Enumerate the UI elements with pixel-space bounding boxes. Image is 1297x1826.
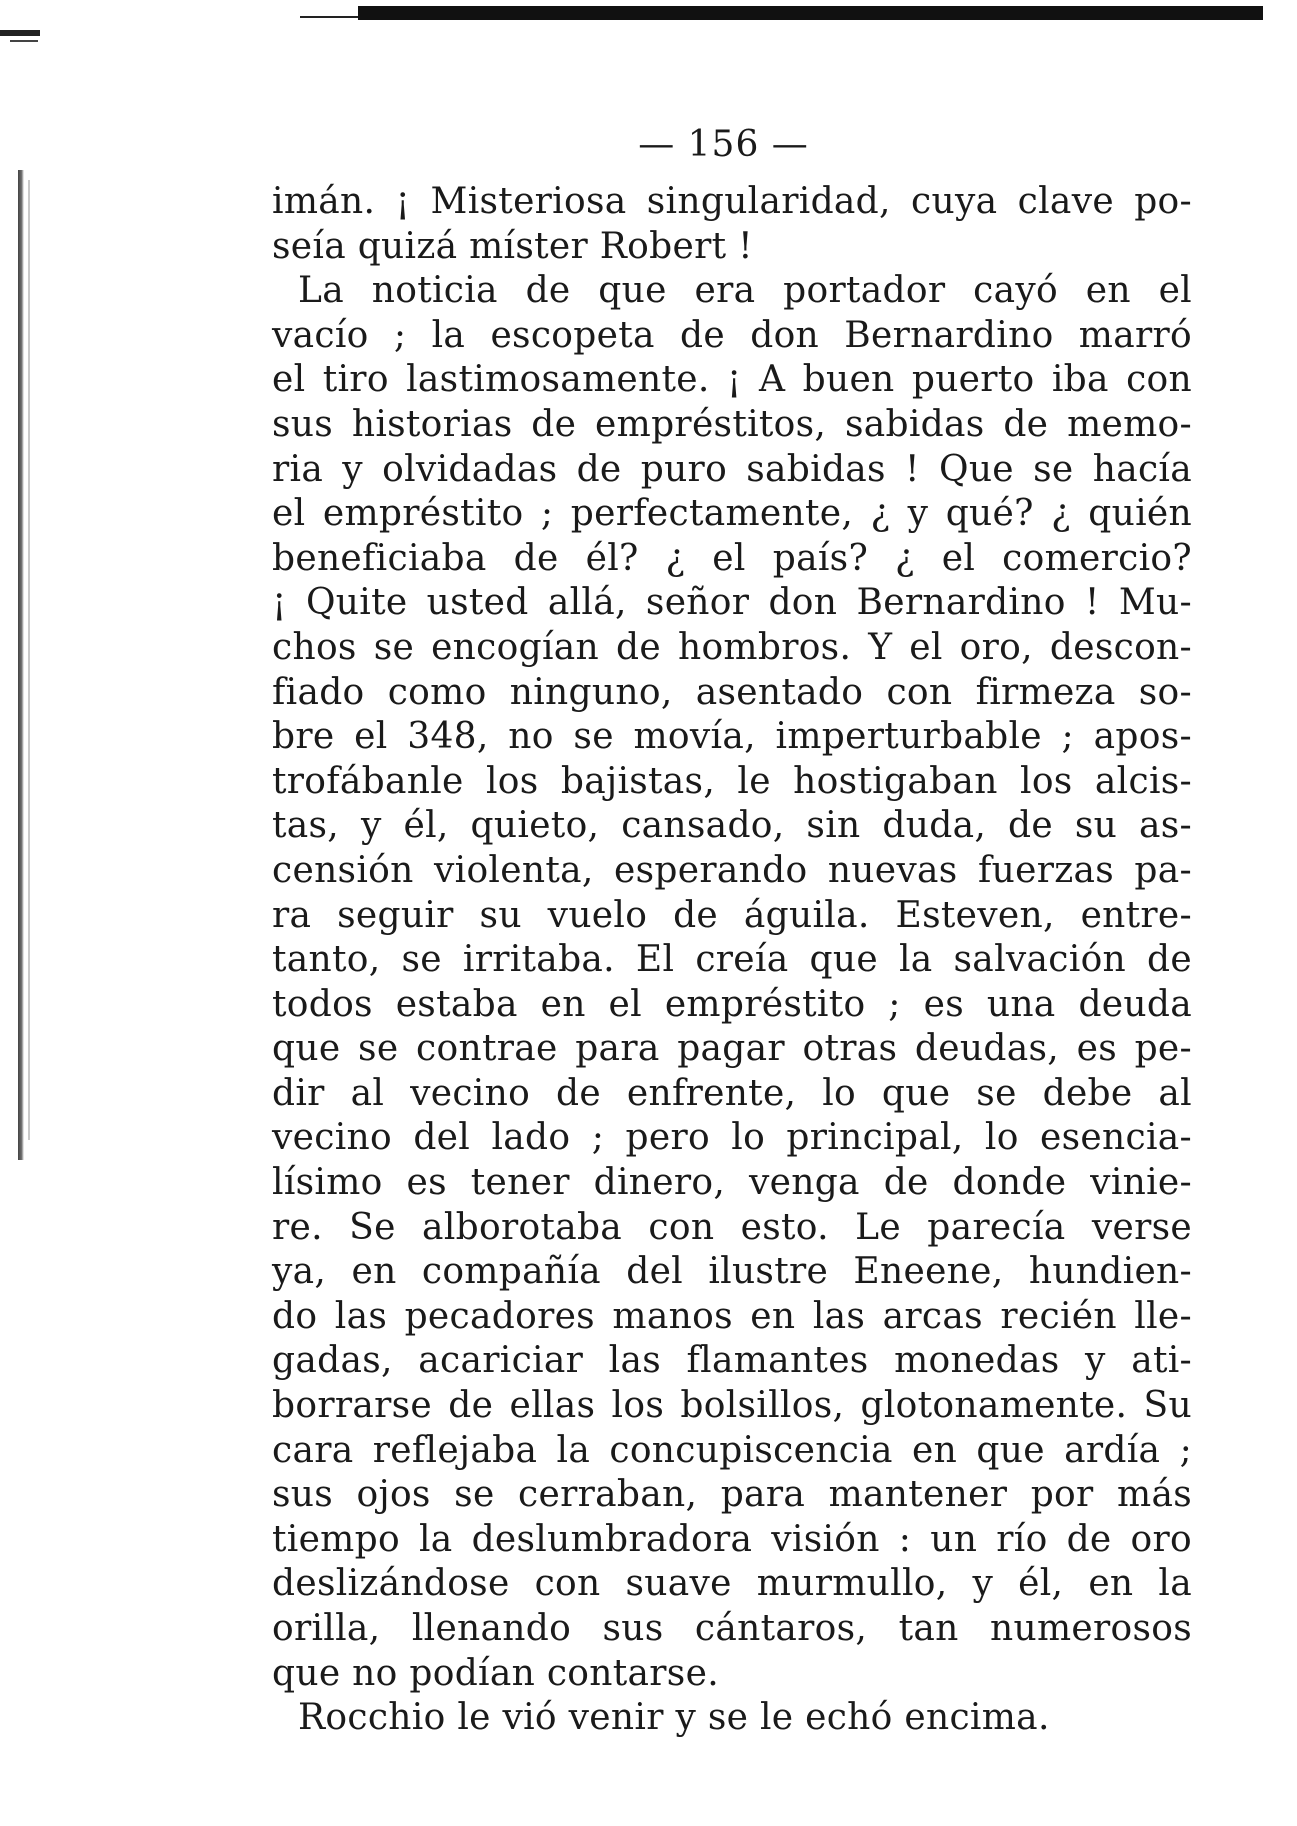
text-line: gadas, acariciar las flamantes monedas y ati-	[272, 1340, 1192, 1382]
text-line: do las pecadores manos en las arcas recién lle-	[272, 1295, 1192, 1337]
text-line: imán. ¡ Misteriosa singularidad, cuya clave po-	[272, 181, 1192, 222]
text-line: censión violenta, esperando nuevas fuerzas pa-	[272, 849, 1192, 891]
page-number: — 156 —	[638, 124, 809, 165]
text-line: chos se encogían de hombros. Y el oro, descon-	[272, 626, 1192, 668]
text-line: seía quizá míster Robert !	[272, 225, 753, 267]
corner-mark-secondary	[10, 40, 38, 42]
text-line: sus ojos se cerraban, para mantener por más	[272, 1474, 1192, 1516]
text-line: trofábanle los bajistas, le hostigaban los alcis-	[272, 760, 1192, 802]
page-binding-edge-shadow	[28, 180, 30, 1140]
text-line: vacío ; la escopeta de don Bernardino marró	[272, 314, 1192, 356]
top-rule	[358, 6, 1263, 20]
text-line: ria y olvidadas de puro sabidas ! Que se hacía	[272, 448, 1192, 490]
text-line: cara reflejaba la concupiscencia en que ardía ;	[272, 1429, 1192, 1471]
page-binding-edge	[18, 170, 24, 1160]
text-line: el empréstito ; perfectamente, ¿ y qué? ¿ quién	[272, 493, 1192, 535]
corner-mark	[0, 30, 40, 36]
text-line: Rocchio le vió venir y se le echó encima.	[298, 1697, 1050, 1739]
text-line: dir al vecino de enfrente, lo que se debe al	[272, 1072, 1192, 1114]
text-line: ra seguir su vuelo de águila. Esteven, entre-	[272, 894, 1192, 936]
text-line: todos estaba en el empréstito ; es una deuda	[272, 983, 1192, 1025]
text-line: que no podían contarse.	[272, 1652, 719, 1694]
body-text	[272, 180, 1192, 1741]
text-line: deslizándose con suave murmullo, y él, en la	[272, 1563, 1192, 1605]
text-line: ¡ Quite usted allá, señor don Bernardino ! Mu-	[272, 582, 1192, 624]
text-line: re. Se alborotaba con esto. Le parecía verse	[272, 1206, 1192, 1248]
text-line: fiado como ninguno, asentado con firmeza so-	[272, 671, 1192, 713]
text-line: sus historias de empréstitos, sabidas de memo-	[272, 403, 1192, 445]
text-line: bre el 348, no se movía, imperturbable ; apos-	[272, 716, 1192, 758]
text-line: ya, en compañía del ilustre Eneene, hundien-	[272, 1251, 1192, 1293]
text-line: vecino del lado ; pero lo principal, lo esencia-	[272, 1117, 1192, 1159]
text-line: orilla, llenando sus cántaros, tan numerosos	[272, 1608, 1192, 1649]
text-line: beneficiaba de él? ¿ el país? ¿ el comercio?	[272, 537, 1192, 579]
top-rule-thin	[300, 16, 360, 18]
text-line: que se contrae para pagar otras deudas, es pe-	[272, 1028, 1192, 1070]
text-line: tiempo la deslumbradora visión : un río de oro	[272, 1518, 1192, 1560]
text-line: tas, y él, quieto, cansado, sin duda, de su as-	[272, 805, 1192, 847]
text-line: lísimo es tener dinero, venga de donde vinie-	[272, 1162, 1192, 1204]
text-line: La noticia de que era portador cayó en el	[298, 270, 1192, 312]
text-line: borrarse de ellas los bolsillos, glotonamente. Su	[272, 1385, 1192, 1427]
text-line: tanto, se irritaba. El creía que la salvación de	[272, 939, 1192, 981]
text-line: el tiro lastimosamente. ¡ A buen puerto iba con	[272, 359, 1192, 401]
